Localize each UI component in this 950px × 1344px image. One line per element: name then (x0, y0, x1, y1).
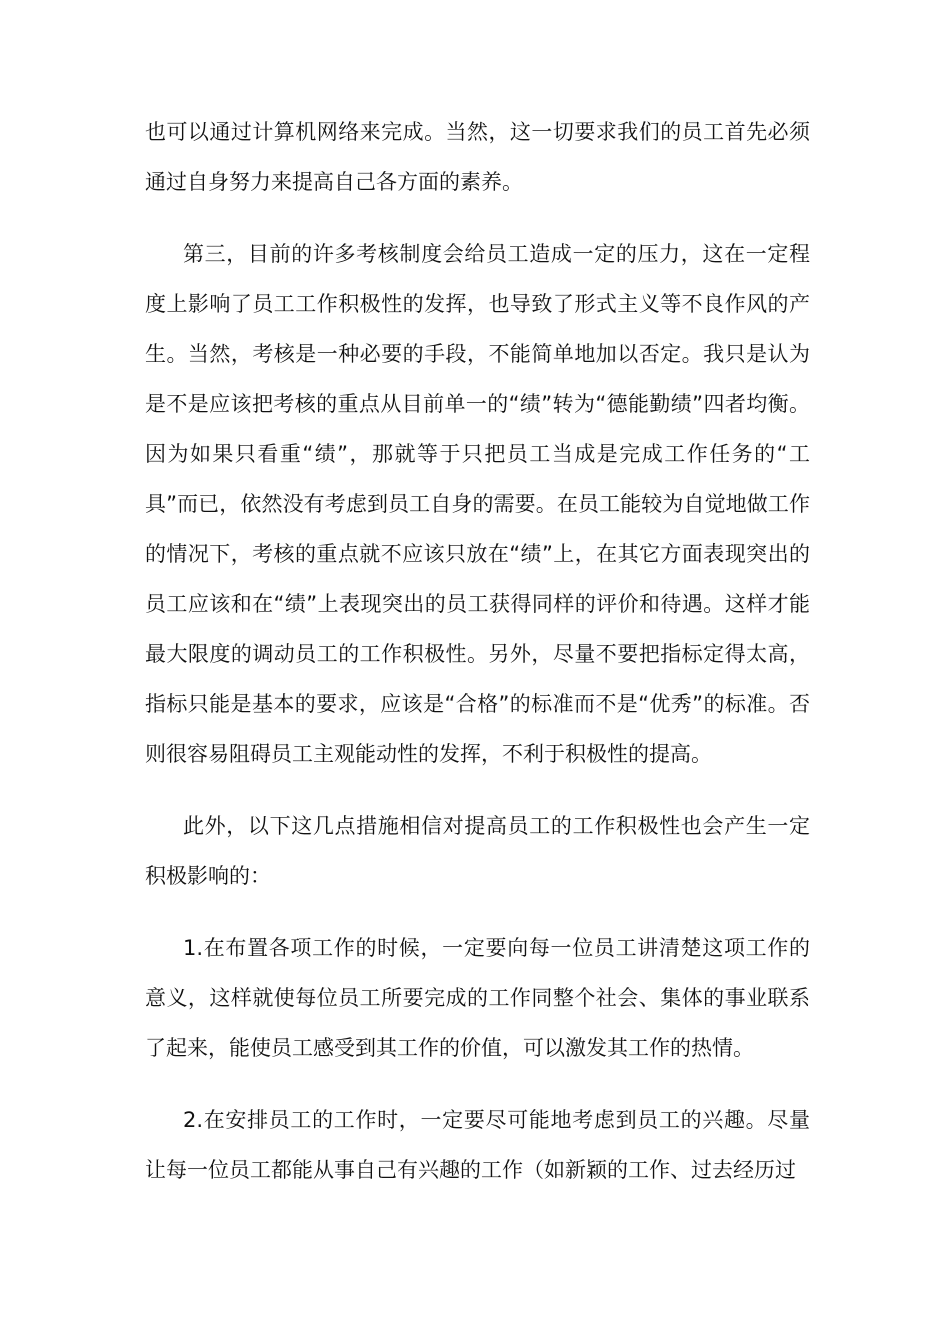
document-body (145, 107, 810, 1195)
paragraph-additional-measures-intro: 此外，以下这几点措施相信对提高员工的工作积极性也会产生一定积极影响的： (145, 814, 810, 888)
paragraph-third-point: 第三，目前的许多考核制度会给员工造成一定的压力，这在一定程度上影响了员工工作积极性的发挥，也导致了形式主义等不良作风的产生。当然，考核是一种必要的手段，不能简单地加以否定。我只是认为是不是应该把考核的重点从目前单一的“绩”转为“德能勤绩”四者均衡。因为如果只看重“绩”，那就等于只把员工当成是完成工作任务的“工具”而已，依然没有考虑到员工自身的需要。在员工能较为自觉地做工作的情况下，考核的重点就不应该只放在“绩”上，在其它方面表现突出的员工应该和在“绩”上表现突出的员工获得同样的评价和待遇。这样才能最大限度的调动员工的工作积极性。另外，尽量不要把指标定得太高，指标只能是基本的要求，应该是“合格”的标准而不是“优秀”的标准。否则很容易阻碍员工主观能动性的发挥，不利于积极性的提高。 (145, 242, 810, 766)
paragraph-measure-2: 2.在安排员工的工作时，一定要尽可能地考虑到员工的兴趣。尽量让每一位员工都能从事自己有兴趣的工作（如新颖的工作、过去经历过 (145, 1108, 810, 1182)
paragraph-continuation: 也可以通过计算机网络来完成。当然，这一切要求我们的员工首先必须通过自身努力来提高自己各方面的素养。 (145, 120, 810, 194)
paragraph-measure-1: 1.在布置各项工作的时候，一定要向每一位员工讲清楚这项工作的意义，这样就使每位员工所要完成的工作同整个社会、集体的事业联系了起来，能使员工感受到其工作的价值，可以激发其工作的热情。 (145, 936, 810, 1060)
